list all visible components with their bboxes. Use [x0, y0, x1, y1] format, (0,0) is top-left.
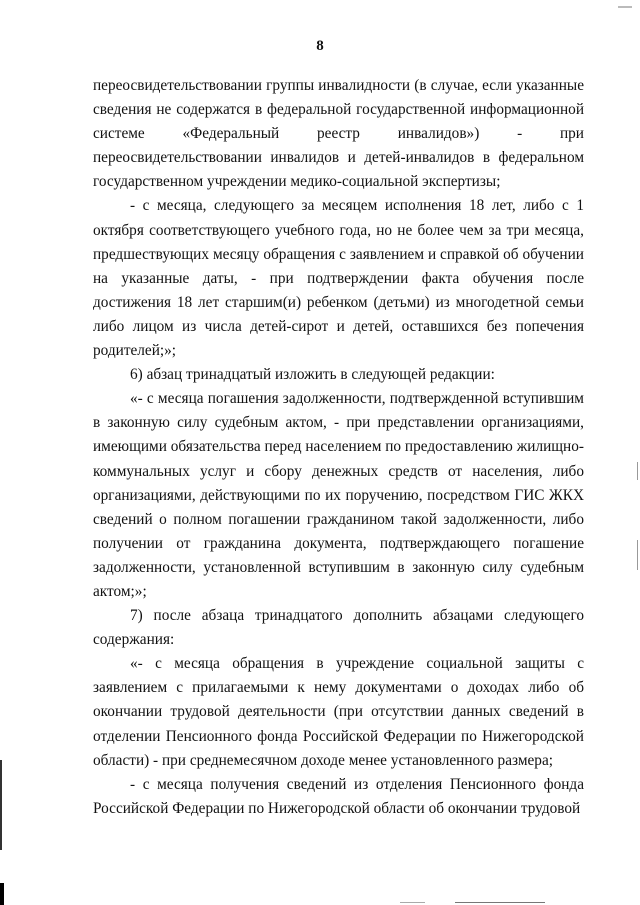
paragraph-pension-fund: - с месяца получения сведений из отделения Пенсионного фонда Российской Федерации по Нижегородской области об окончании трудовой	[93, 775, 584, 817]
paragraph-continuation: переосвидетельствовании группы инвалидности (в случае, если указанные сведения не содержатся в федеральной государственной информационной системе «Федеральный реестр инвалидов») - при переосвидетельствовании инвалидов и детей-инвалидов в федеральном государственном учреждении медико-социальной экспертизы;	[93, 77, 584, 191]
scan-mark	[637, 540, 638, 570]
document-body	[93, 74, 584, 821]
scan-edge	[400, 902, 425, 903]
scan-edge	[0, 883, 4, 905]
paragraph-debt-repayment: «- с месяца погашения задолженности, подтвержденной вступившим в законную силу судебным актом, - при представлении организациями, имеющими обязательства перед населением по предоставлению жилищно-коммунальных услуг и сбору денежных средств от населения, либо организациями, действующими по их поручению, посредством ГИС ЖКХ сведений о полном погашении гражданином такой задолженности, либо получении от гражданина документа, подтверждающего погашение задолженности, установленной вступившим в законную силу судебным актом;»;	[93, 390, 584, 600]
paragraph-item-7: 7) после абзаца тринадцатого дополнить абзацами следующего содержания:	[93, 607, 584, 649]
scan-edge	[455, 902, 545, 903]
paragraph-18-years: - с месяца, следующего за месяцем исполнения 18 лет, либо с 1 октября соответствующего учебного года, но не более чем за три месяца, предшествующих месяцу обращения с заявлением и справкой об обучении на указанные даты, - при подтверждении факта обучения после достижения 18 лет старшим(и) ребенком (детьми) из многодетной семьи либо лицом из числа детей-сирот и детей, оставшихся без попечения родителей;»;	[93, 197, 584, 360]
page-number: 8	[316, 38, 324, 54]
scan-mark	[618, 6, 632, 8]
paragraph-item-6: 6) абзац тринадцатый изложить в следующей редакции:	[130, 366, 495, 384]
scan-mark	[637, 462, 638, 480]
scan-edge	[0, 760, 2, 850]
paragraph-application-month: «- с месяца обращения в учреждение социальной защиты с заявлением с прилагаемыми к нему документами о доходах либо об окончании трудовой деятельности (при отсутствии данных сведений в отделении Пенсионного фонда Российской Федерации по Нижегородской области) - при среднемесячном доходе менее установленного размера;	[93, 655, 584, 769]
